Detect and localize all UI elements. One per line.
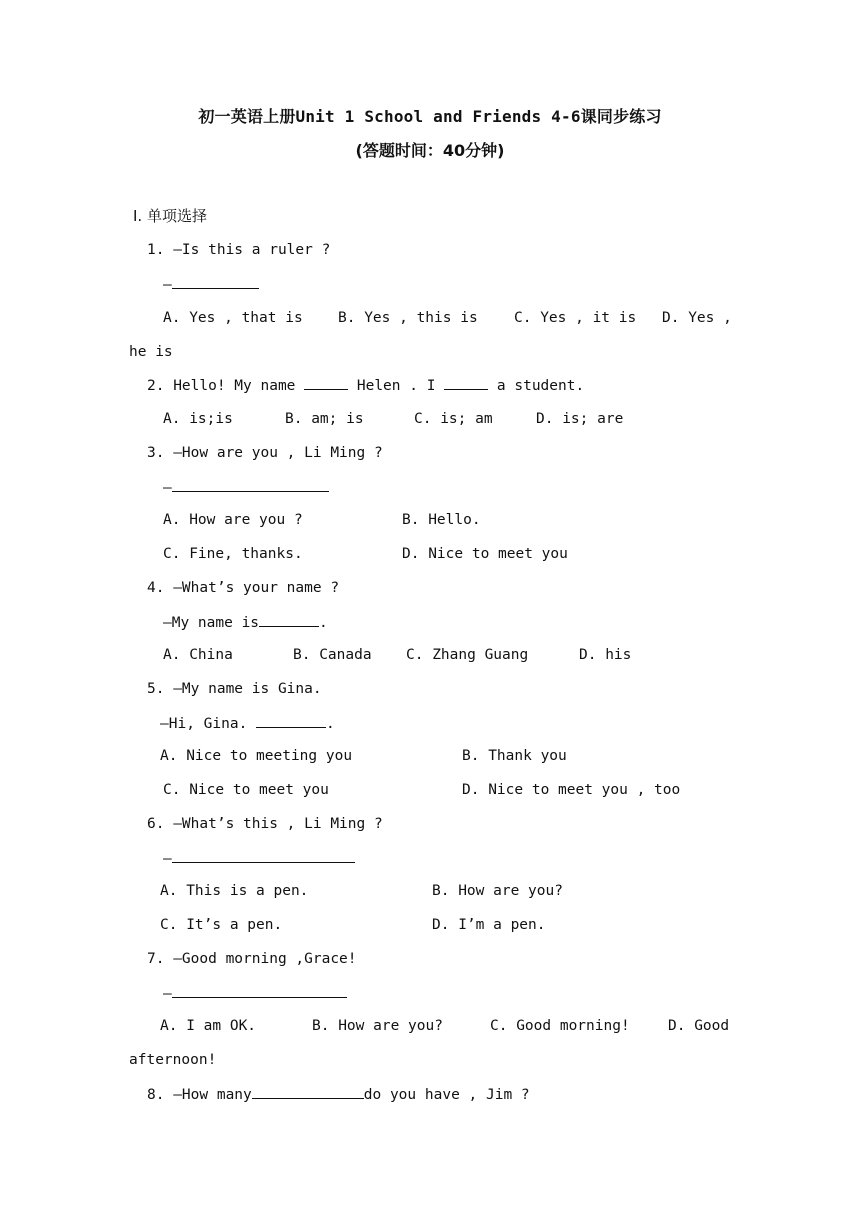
answer-blank — [256, 713, 326, 728]
question-4-option-d: D. his — [579, 647, 632, 663]
question-1-answer-line: — — [163, 274, 259, 295]
question-5-answer-line: —Hi, Gina. . — [160, 713, 335, 734]
question-5-option-a: A. Nice to meeting you — [160, 748, 353, 764]
question-2-option-d: D. is; are — [536, 411, 624, 427]
question-1-option-d: D. Yes , — [662, 310, 732, 326]
answer-blank — [172, 983, 347, 998]
question-4-stem: 4. —What’s your name ? — [147, 580, 340, 596]
question-5-stem: 5. —My name is Gina. — [147, 681, 322, 697]
page-title: 初一英语上册Unit 1 School and Friends 4-6课同步练习 — [198, 107, 662, 126]
question-4-answer-line: —My name is . — [163, 612, 328, 633]
question-6-option-d: D. I’m a pen. — [432, 917, 546, 933]
question-5-option-d: D. Nice to meet you , too — [462, 782, 681, 798]
page-subtitle: (答题时间：40分钟) — [355, 141, 505, 160]
question-7-option-d: D. Good — [668, 1018, 730, 1034]
question-2-option-b: B. am; is — [285, 411, 364, 427]
question-4-option-c: C. Zhang Guang — [406, 647, 529, 663]
answer-blank — [444, 375, 488, 390]
question-1-option-b: B. Yes , this is — [338, 310, 478, 326]
question-3-option-c: C. Fine, thanks. — [163, 546, 303, 562]
question-4-option-b: B. Canada — [293, 647, 372, 663]
question-2-stem: 2. Hello! My name Helen . I a student. — [147, 375, 584, 396]
question-7-answer-line: — — [163, 983, 347, 1004]
answer-blank — [252, 1084, 364, 1099]
question-7-stem: 7. —Good morning ,Grace! — [147, 951, 357, 967]
question-3-answer-line: — — [163, 477, 329, 498]
question-3-option-a: A. How are you ? — [163, 512, 303, 528]
question-6-answer-line: — — [163, 848, 355, 869]
question-2-option-c: C. is; am — [414, 411, 493, 427]
question-1-option-d-continued: he is — [129, 344, 173, 360]
question-7-option-d-continued: afternoon! — [129, 1052, 217, 1068]
question-6-option-c: C. It’s a pen. — [160, 917, 283, 933]
question-5-option-b: B. Thank you — [462, 748, 567, 764]
question-6-option-a: A. This is a pen. — [160, 883, 309, 899]
question-8-stem: 8. —How many do you have , Jim ? — [147, 1084, 530, 1105]
question-1-option-a: A. Yes , that is — [163, 310, 303, 326]
answer-blank — [172, 848, 355, 863]
question-6-stem: 6. —What’s this , Li Ming ? — [147, 816, 383, 832]
answer-blank — [259, 612, 319, 627]
question-7-option-a: A. I am OK. — [160, 1018, 257, 1034]
answer-blank — [172, 477, 329, 492]
question-7-option-c: C. Good morning! — [490, 1018, 630, 1034]
question-6-option-b: B. How are you? — [432, 883, 563, 899]
question-3-option-b: B. Hello. — [402, 512, 481, 528]
question-3-option-d: D. Nice to meet you — [402, 546, 568, 562]
answer-blank — [304, 375, 348, 390]
question-5-option-c: C. Nice to meet you — [163, 782, 329, 798]
answer-blank — [172, 274, 259, 289]
question-7-option-b: B. How are you? — [312, 1018, 443, 1034]
section-heading: Ⅰ. 单项选择 — [133, 207, 207, 225]
question-1-option-c: C. Yes , it is — [514, 310, 637, 326]
question-3-stem: 3. —How are you , Li Ming ? — [147, 445, 383, 461]
question-1-stem: 1. —Is this a ruler ? — [147, 242, 331, 258]
question-4-option-a: A. China — [163, 647, 233, 663]
question-2-option-a: A. is;is — [163, 411, 233, 427]
